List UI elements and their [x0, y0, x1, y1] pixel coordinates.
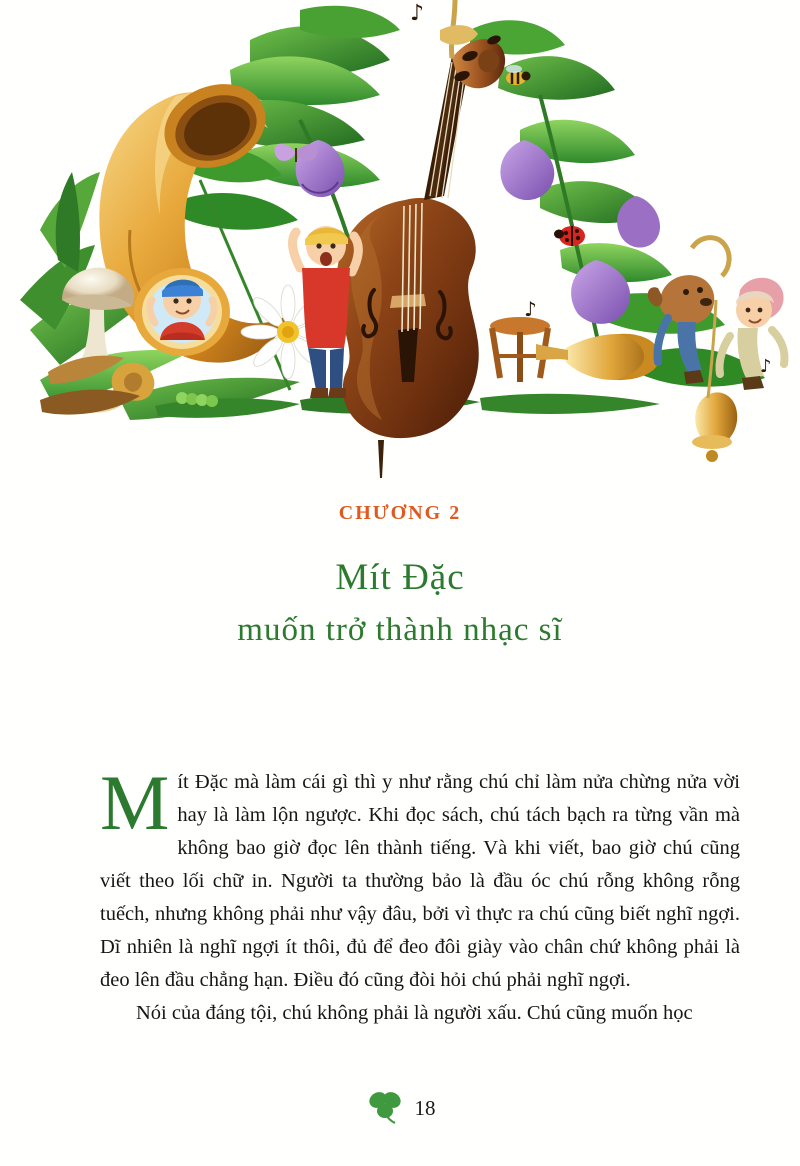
ladybug	[554, 226, 585, 246]
chapter-title-line-2: muốn trở thành nhạc sĩ	[237, 612, 563, 648]
svg-text:♪: ♪	[524, 297, 537, 321]
paragraph-2-text: Nói của đáng tội, chú không phải là người xấu. Chú cũng muốn học	[136, 1002, 693, 1024]
boy-in-tuba	[134, 268, 230, 356]
chapter-illustration	[0, 0, 800, 490]
chapter-label: CHƯƠNG 2	[338, 502, 462, 524]
page-number: 18	[414, 1096, 436, 1120]
wooden-horn	[536, 334, 660, 380]
clover-icon	[365, 1086, 405, 1131]
paragraph-1-text: ít Đặc mà làm cái gì thì y như rằng chú chỉ làm nửa chừng nửa vời hay là làm lộn ngược. Khi đọc sách, chú tách bạch ra từng vần mà không bao giờ đọc lên thành tiếng. Và khi viết, bao giờ chú cũng viết theo lối chữ in. Người ta thường bảo là đầu óc chú rỗng không rỗng tuếch, nhưng không phải như vậy đâu, bởi vì thực ra chú cũng biết nghĩ ngợi. Dĩ nhiên là nghĩ ngợi ít thôi, đủ để đeo đôi giày vào chân chứ không phải là đeo lên đầu chẳng hạn. Điều đó cũng đòi hỏi chú phải nghĩ ngợi.	[100, 771, 740, 991]
body-text	[100, 759, 740, 1030]
svg-text:♪: ♪	[410, 1, 425, 26]
page-footer	[0, 1086, 800, 1131]
svg-text:♪: ♪	[760, 356, 772, 377]
chapter-title-line-1: Mít Đặc	[335, 557, 465, 598]
drop-cap: M	[100, 759, 170, 846]
paragraph-first	[100, 759, 740, 997]
